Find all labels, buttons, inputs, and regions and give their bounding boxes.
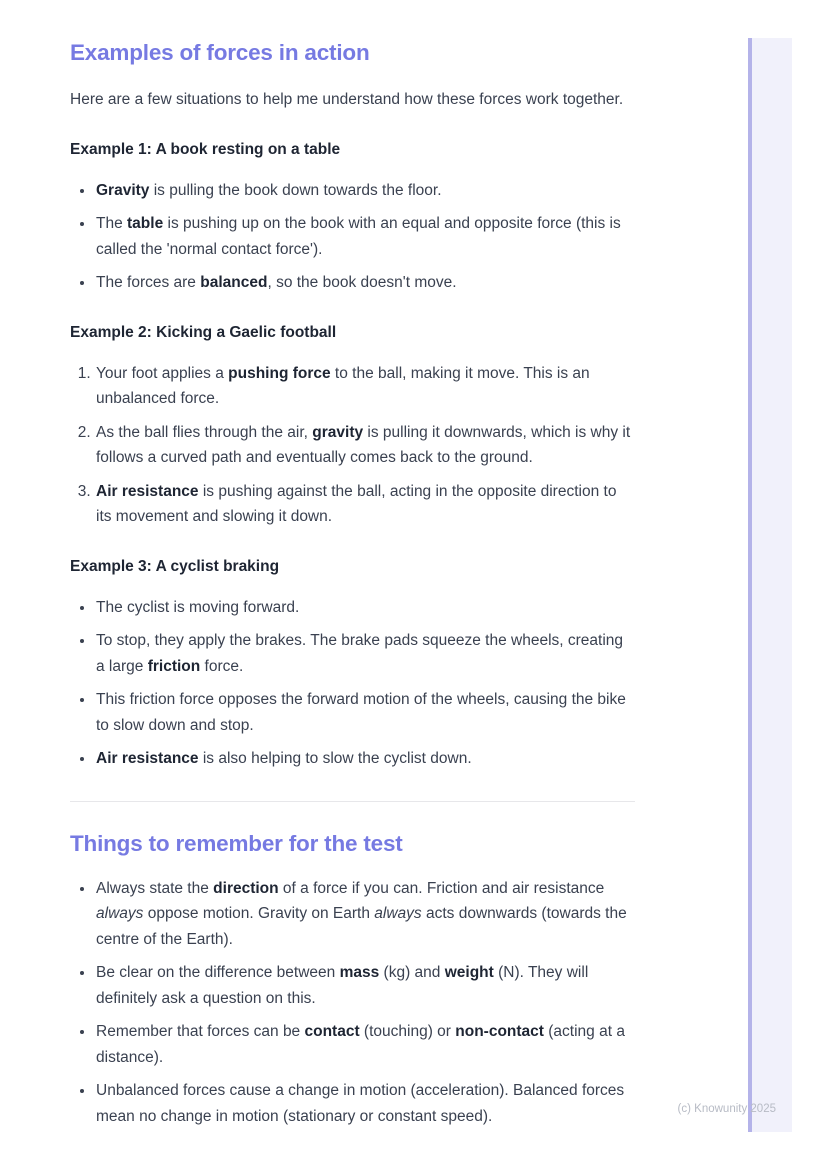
- example-3-list: [70, 595, 635, 772]
- example-1-list: [70, 178, 635, 296]
- example-1-heading: Example 1: A book resting on a table: [70, 140, 341, 158]
- list-item: • Remember that forces can be contact (touching) or non-contact (acting at a distance).: [95, 1019, 635, 1070]
- intro-paragraph: Here are a few situations to help me understand how these forces work together.: [70, 91, 624, 108]
- page-edge-strip: [752, 38, 792, 1132]
- reminders-list: [70, 876, 635, 1130]
- list-item: • The cyclist is moving forward.: [95, 595, 635, 621]
- list-item: • To stop, they apply the brakes. The brake pads squeeze the wheels, creating a large friction force.: [95, 628, 635, 679]
- list-item: • This friction force opposes the forward motion of the wheels, causing the bike to slow down and stop.: [95, 687, 635, 738]
- list-item: • Be clear on the difference between mass (kg) and weight (N). They will definitely ask a question on this.: [95, 960, 635, 1011]
- page-edge-strip-line: [748, 38, 752, 1132]
- list-item: • Gravity is pulling the book down towards the floor.: [95, 178, 635, 204]
- example-3-heading: Example 3: A cyclist braking: [70, 557, 280, 575]
- example-2-list: [70, 361, 635, 530]
- list-item: • The forces are balanced, so the book doesn't move.: [95, 270, 635, 296]
- list-item: 3. Air resistance is pushing against the ball, acting in the opposite direction to its movement and slowing it down.: [95, 479, 635, 530]
- section-divider: [70, 801, 635, 802]
- section-title-examples: Examples of forces in action: [70, 40, 370, 65]
- list-item: • Unbalanced forces cause a change in motion (acceleration). Balanced forces mean no change in motion (stationary or constant speed).: [95, 1078, 635, 1129]
- list-item: • The table is pushing up on the book with an equal and opposite force (this is called the 'normal contact force').: [95, 211, 635, 262]
- list-item: • Always state the direction of a force if you can. Friction and air resistance always oppose motion. Gravity on Earth always acts downwards (towards the centre of the Earth).: [95, 876, 635, 953]
- list-item: • Air resistance is also helping to slow the cyclist down.: [95, 746, 635, 772]
- section-title-reminders: Things to remember for the test: [70, 830, 403, 856]
- list-item: 2. As the ball flies through the air, gravity is pulling it downwards, which is why it follows a curved path and eventually comes back to the ground.: [95, 420, 635, 471]
- list-item: 1. Your foot applies a pushing force to the ball, making it move. This is an unbalanced force.: [95, 361, 635, 412]
- document-content: [70, 0, 635, 1129]
- watermark: (c) Knowunity 2025: [677, 1103, 776, 1115]
- example-2-heading: Example 2: Kicking a Gaelic football: [70, 323, 337, 341]
